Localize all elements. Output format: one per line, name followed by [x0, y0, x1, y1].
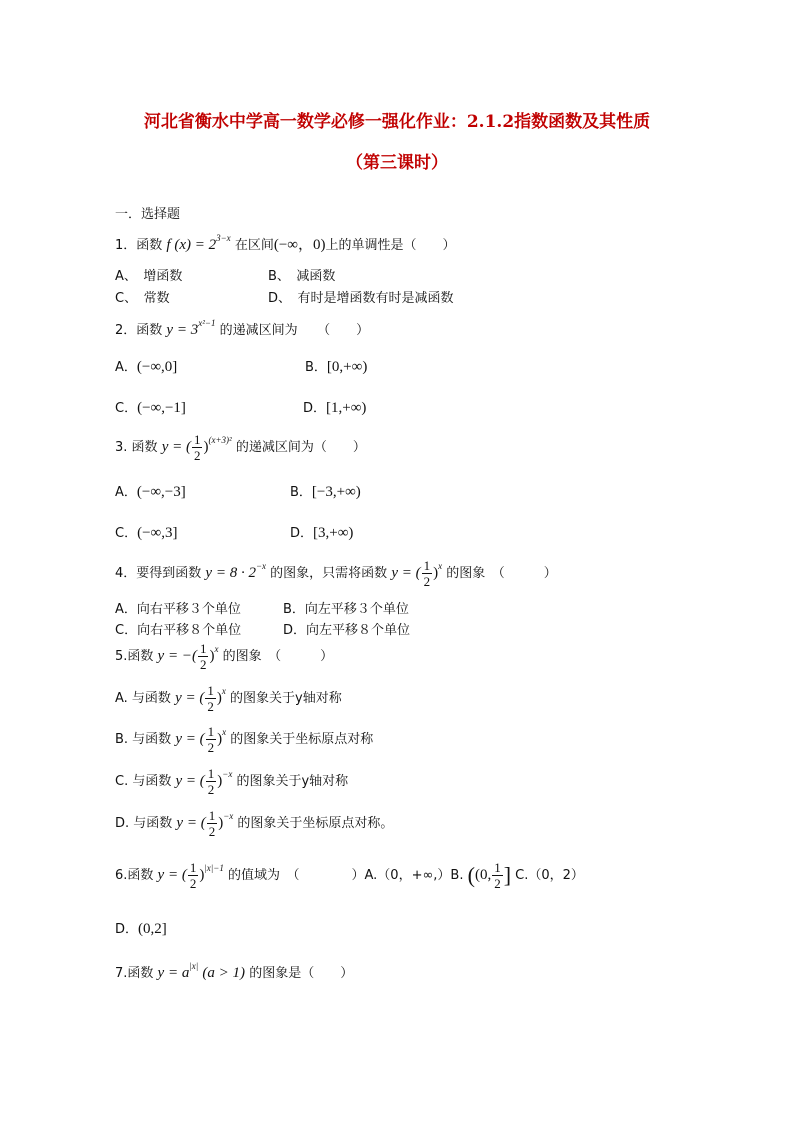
q3-option-d: D．[3,+∞): [290, 525, 354, 541]
q1-option-d: D、 有时是增函数有时是减函数: [268, 291, 454, 306]
q5-option-a: A. 与函数 y = ( $\frac{1}{2}$ )$^x$ 的图象关于y轴对称: [115, 683, 342, 714]
document-subtitle: （第三课时）: [346, 153, 448, 173]
q2-option-c: C．(−∞,−1]: [115, 400, 186, 416]
q4-option-d: D．向左平移８个单位: [283, 623, 411, 638]
question-1: 1．函数 f $(x) = 2^{3-x}$ 在区间(−∞，0)上的单调性是（ ）: [115, 233, 456, 253]
q4-option-b: B．向左平移３个单位: [283, 602, 409, 617]
q4-option-c: C．向右平移８个单位: [115, 623, 242, 638]
q1-option-b: B、 减函数: [268, 269, 336, 284]
question-7: 7.函数 $y = a^{|x|}$ (a > 1) 的图象是（ ）: [115, 961, 354, 981]
q3-option-b: B．[−3,+∞): [290, 484, 361, 500]
document-title: 河北省衡水中学高一数学必修一强化作业：2.1.2指数函数及其性质: [143, 112, 651, 132]
question-4: 4．要得到函数 $y = 8 \cdot 2^{-x}$ 的图象，只需将函数 y = ( $\frac{1}{2}$ )$^x$ 的图象 （ ）: [115, 558, 557, 589]
question-5: 5.函数 y = −( $\frac{1}{2}$ )$^x$ 的图象 （ ）: [115, 641, 334, 672]
q5-option-c: C. 与函数 y = ( $\frac{1}{2}$ )$^{-x}$ 的图象关于y轴对称: [115, 766, 349, 797]
q3-option-c: C．(−∞,3]: [115, 525, 178, 541]
q6-option-d: D．(0,2]: [115, 921, 167, 937]
q1-option-c: C、 常数: [115, 291, 170, 306]
question-6: 6.函数 y = ( $\frac{1}{2}$ )$^{|x|-1}$ 的值域为 （ ）A.（0，+∞,）B. ((0, $\frac{1}{2}$ ] C.（0，2）: [115, 860, 584, 891]
q3-option-a: A．(−∞,−3]: [115, 484, 186, 500]
q2-option-d: D．[1,+∞): [303, 400, 367, 416]
q1-formula: f (x) = 2: [166, 237, 217, 253]
q5-option-b: B. 与函数 y = ( $\frac{1}{2}$ )$^x$ 的图象关于坐标原点对称: [115, 724, 374, 755]
q2-option-a: A．(−∞,0]: [115, 359, 178, 375]
section-heading: 一．选择题: [115, 207, 181, 222]
q1-option-a: A、 增函数: [115, 269, 183, 284]
q4-option-a: A．向右平移３个单位: [115, 602, 241, 617]
question-3: 3. 函数 y = ( $\frac{1}{2}$ )$^{(x+3)^2}$ 的递减区间为（ ）: [115, 432, 366, 463]
q5-option-d: D. 与函数 y = ( $\frac{1}{2}$ )$^{-x}$ 的图象关于坐标原点对称。: [115, 808, 394, 839]
question-2: 2．函数 $y = 3^{x^2-1}$ 的递减区间为 （ ）: [115, 318, 370, 338]
q2-option-b: B．[0,+∞): [305, 359, 368, 375]
